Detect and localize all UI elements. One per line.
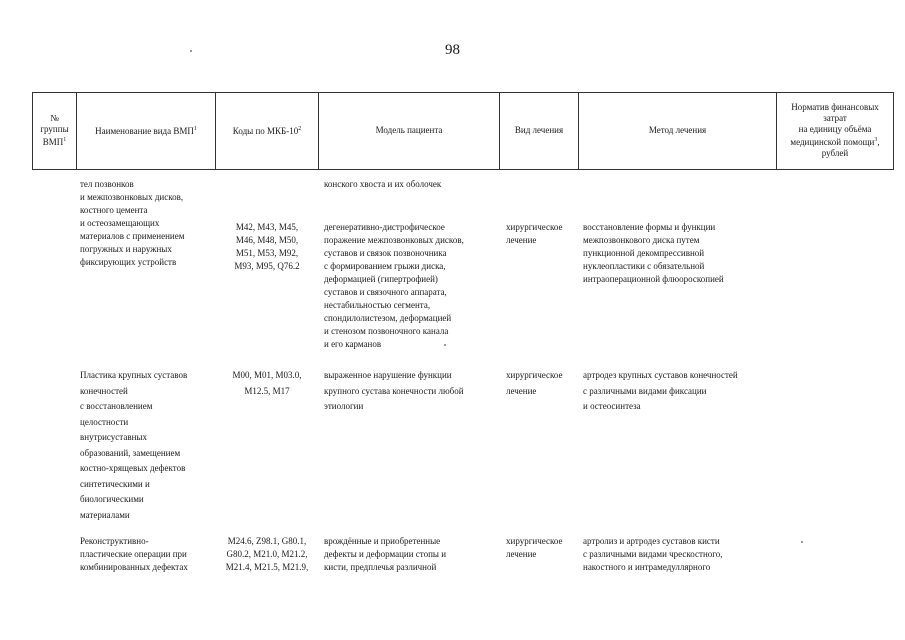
scan-speck — [801, 541, 803, 543]
header-patient-model: Модель пациента — [375, 125, 443, 135]
header-treatment-type: Вид лечения — [514, 125, 564, 135]
header-norm-line: рублей — [821, 148, 849, 158]
header-bottom-rule — [32, 169, 894, 170]
row3-icd-codes: M24.6, Z98.1, G80.1, G80.2, M21.0, M21.2, M21.4, M21.5, M21.9, — [225, 536, 309, 572]
header-treatment-method: Метод лечения — [648, 125, 707, 135]
header-icd-codes: Коды по МКБ-$10^2$ — [232, 126, 302, 136]
header-icd-codes-text: Коды по МКБ-10 — [232, 126, 299, 136]
header-vmp-name-text: Наименование вида ВМП — [95, 126, 194, 136]
row2-treatment-type: хирургическое лечение — [506, 370, 563, 396]
row1-treatment-type: хирургическое лечение — [506, 222, 563, 245]
header-norm-line: медицинской помощи$^3$, — [790, 137, 880, 147]
row3-treatment-type: хирургическое лечение — [506, 536, 563, 559]
header-vmp-name: Наименование вида ВМП$^1$ — [95, 126, 197, 136]
row2-vmp-name: Пластика крупных суставов конечностей с восстановлением целостности внутрисуставных образований, замещением костно-хрящевых дефектов синтетическими и биологическими материалами — [80, 370, 188, 520]
row2-treatment-method: артродез крупных суставов конечностей с различными видами фиксации и остеосинтеза — [583, 370, 738, 411]
row3-patient-model: врождённые и приобретенные дефекты и деформации стопы и кисти, предплечья различной — [324, 536, 447, 572]
row3-vmp-name: Реконструктивно- пластические операции при комбинированных дефектах — [80, 536, 188, 572]
row2-icd-codes: M00, M01, M03.0, M12.5, M17 — [232, 370, 302, 396]
row1-icd-codes: M42, M43, M45, M46, M48, M50, M51, M53, M92, M93, M95, Q76.2 — [234, 222, 300, 271]
header-norm-line: на единицу объёма — [798, 124, 872, 134]
header-group-number — [33, 92, 76, 169]
row1-model-continuation: конского хвоста и их оболочек — [324, 179, 442, 189]
scan-speck — [190, 50, 192, 52]
row3-treatment-method: артролиз и артродез суставов кисти с различными видами чрескостного, накостного и интрамедуллярного — [583, 536, 723, 572]
row2-patient-model: выраженное нарушение функции крупного сустава конечности любой этиологии — [324, 370, 464, 411]
row1-treatment-method: восстановление формы и функции межпозвонкового диска путем пункционной декомпрессивной нуклеопластики с обязательной интраоперационной флюороскопией — [583, 222, 724, 284]
column-divider — [893, 92, 894, 169]
header-norm-line: Норматив финансовых — [791, 102, 879, 112]
header-norm-line: затрат — [823, 113, 847, 123]
row1-vmp-name: тел позвонков и межпозвонковых дисков, костного цемента и остеозамещающих материалов с применением погружных и наружных фиксирующих устройств — [80, 179, 185, 267]
header-group-line: ВМП$^1$ — [42, 137, 67, 147]
page-number: 98 — [445, 42, 460, 58]
header-cost-norm — [777, 92, 893, 169]
row1-patient-model: дегенеративно-дистрофическое поражение межпозвонковых дисков, суставов и связок позвоночника с формированием грыжи диска, деформацией (гипертрофией) суставов и связочного аппарата, нестабильностью сегмента, спондилолистезом, деформацией и стенозом позвоночного канала и его карманов — [324, 222, 464, 349]
scan-speck — [444, 344, 446, 346]
header-group-line: группы — [40, 124, 69, 134]
header-group-line: № — [50, 113, 59, 123]
